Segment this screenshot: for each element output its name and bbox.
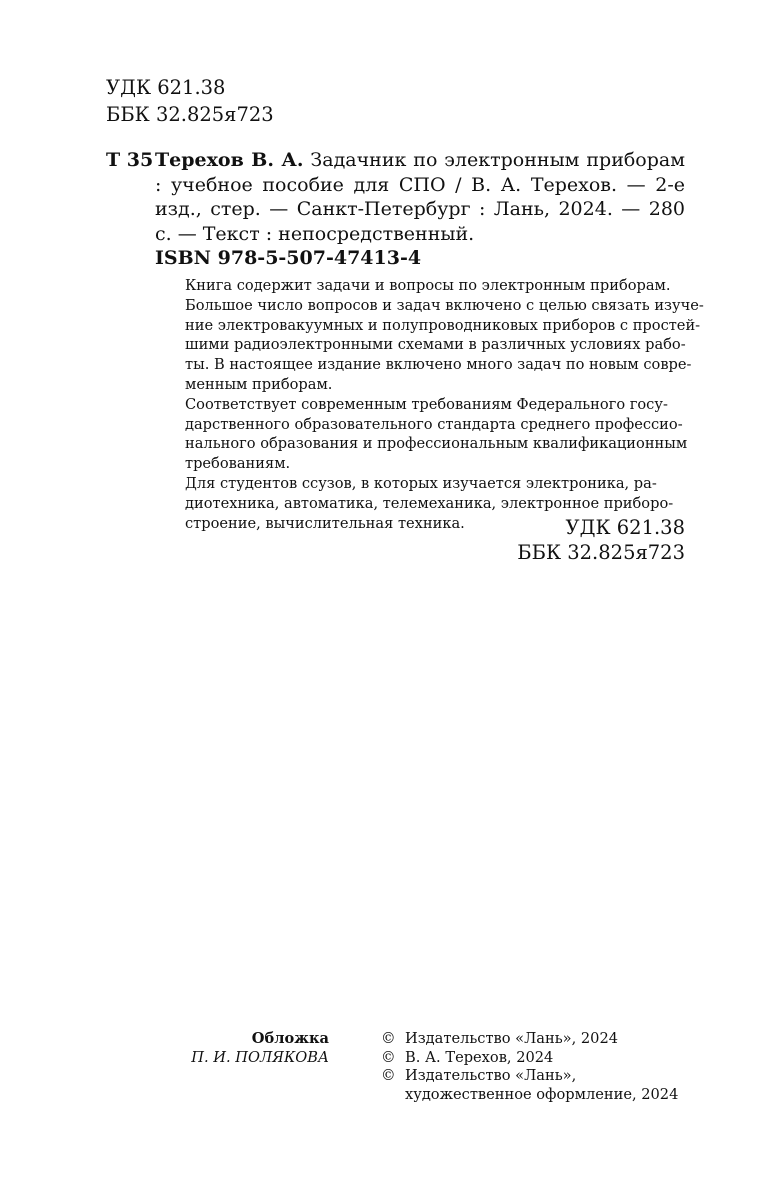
bibliographic-text: Задачник по электронным приборам : учебное пособие для СПО / В. А. Терехов. — 2-е изд., стер. — Санкт-Петербург : Лань, 2024. — 280 с. — Текст : непосредственный. — [155, 149, 686, 245]
copyright-line — [381, 1067, 691, 1086]
annotation-line: диотехника, автоматика, телемеханика, электронное приборо- — [185, 494, 674, 512]
annotation-line: шими радиоэлектронными схемами в различных условиях рабо- — [185, 336, 686, 354]
annotation-line: Соответствует современным требованиям Федерального госу- — [185, 395, 668, 413]
annotation-line: требованиям. — [185, 455, 291, 473]
copyright-line — [381, 1030, 691, 1049]
classification-codes-bottom — [517, 516, 685, 565]
author-name: Терехов В. А. — [155, 149, 304, 171]
annotation-line: Большое число вопросов и задач включено с целью связать изуче- — [185, 296, 704, 314]
copyright-symbol: © — [381, 1048, 396, 1066]
copyright-line — [381, 1049, 691, 1068]
udk-code: УДК 621.38 — [565, 516, 685, 539]
copyright-text: художественное оформление, 2024 — [405, 1085, 679, 1103]
author-mark: Т 35 — [106, 149, 154, 171]
annotation-line: ты. В настоящее издание включено много задач по новым совре- — [185, 356, 692, 374]
copyright-symbol: © — [381, 1067, 396, 1084]
annotation-line: ние электровакуумных и полупроводниковых приборов с простей- — [185, 316, 701, 334]
annotation-line: Книга содержит задачи и вопросы по электронным приборам. — [185, 277, 671, 294]
cover-label: Обложка — [251, 1030, 329, 1047]
copyright-text: В. А. Терехов, 2024 — [405, 1048, 554, 1066]
annotation-line: нального образования и профессиональным квалификационным — [185, 435, 688, 453]
copyright-notices — [381, 1030, 691, 1104]
annotation-line: дарственного образовательного стандарта среднего профессио- — [185, 415, 683, 433]
classification-codes-top — [106, 74, 274, 128]
cover-artist: П. И. ПОЛЯКОВА — [191, 1048, 329, 1066]
annotation — [155, 276, 704, 533]
annotation-line: менным приборам. — [185, 375, 333, 393]
annotation-paragraph-2 — [155, 395, 688, 474]
bbk-code: ББК 32.825я723 — [517, 540, 685, 564]
copyright-symbol: © — [381, 1030, 396, 1047]
cover-credit — [191, 1030, 329, 1067]
bibliographic-description — [155, 148, 685, 246]
annotation-paragraph-1 — [155, 276, 704, 395]
bbk-code: ББК 32.825я723 — [106, 103, 274, 126]
copyright-text: Издательство «Лань», — [405, 1067, 577, 1084]
copyright-line-continued — [381, 1086, 691, 1105]
udk-code: УДК 621.38 — [106, 76, 226, 99]
copyright-text: Издательство «Лань», 2024 — [405, 1030, 619, 1047]
annotation-line: строение, вычислительная техника. — [185, 514, 465, 532]
annotation-line: Для студентов ссузов, в которых изучается электроника, ра- — [185, 474, 657, 492]
isbn: ISBN 978-5-507-47413-4 — [155, 247, 422, 269]
